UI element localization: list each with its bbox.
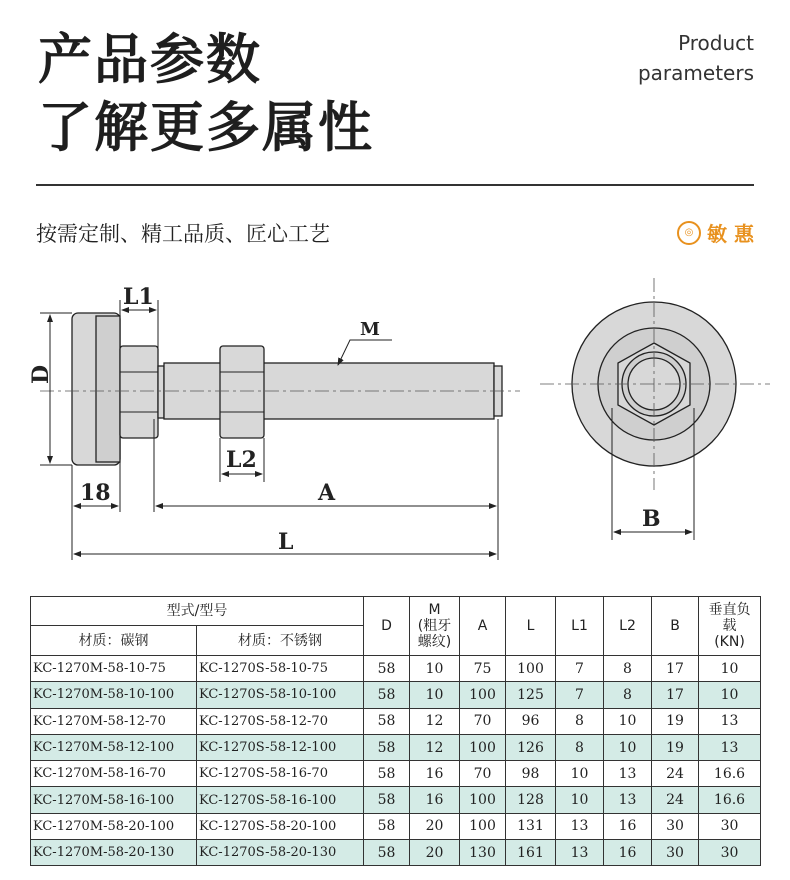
cell-a: 130 <box>460 840 506 866</box>
cell-d: 58 <box>364 682 410 708</box>
header-l2: L2 <box>604 597 652 656</box>
cell-stainless: KC-1270S-58-10-100 <box>197 682 364 708</box>
header-l: L <box>506 597 556 656</box>
cell-l1: 13 <box>556 840 604 866</box>
cell-stainless: KC-1270S-58-16-100 <box>197 787 364 813</box>
label-d: D <box>28 364 54 384</box>
cell-l2: 8 <box>604 682 652 708</box>
cell-carbon: KC-1270M-58-12-100 <box>31 734 197 760</box>
cell-load: 16.6 <box>699 787 761 813</box>
cell-l1: 8 <box>556 734 604 760</box>
header-stainless: 材质：不锈钢 <box>197 626 364 656</box>
header-carbon: 材质：碳钢 <box>31 626 197 656</box>
cell-a: 100 <box>460 682 506 708</box>
cell-stainless: KC-1270S-58-20-100 <box>197 813 364 839</box>
cell-m: 12 <box>410 708 460 734</box>
cell-m: 20 <box>410 813 460 839</box>
cell-m: 20 <box>410 840 460 866</box>
cell-d: 58 <box>364 708 410 734</box>
fixed-nut <box>120 346 158 438</box>
cell-b: 30 <box>652 813 699 839</box>
cell-l1: 10 <box>556 761 604 787</box>
cell-b: 24 <box>652 761 699 787</box>
header-l1: L1 <box>556 597 604 656</box>
table-row <box>31 761 761 787</box>
technical-drawing <box>0 270 790 570</box>
label-18: 18 <box>80 480 111 506</box>
cell-d: 58 <box>364 840 410 866</box>
cell-l: 100 <box>506 656 556 682</box>
header-load: 垂直负 载 (KN) <box>699 597 761 656</box>
cell-load: 16.6 <box>699 761 761 787</box>
cell-m: 10 <box>410 656 460 682</box>
cell-b: 17 <box>652 682 699 708</box>
label-l2: L2 <box>226 447 257 473</box>
cell-l2: 10 <box>604 708 652 734</box>
cell-carbon: KC-1270M-58-16-100 <box>31 787 197 813</box>
cell-l1: 7 <box>556 682 604 708</box>
label-a: A <box>318 480 336 506</box>
cell-l1: 8 <box>556 708 604 734</box>
cell-load: 30 <box>699 840 761 866</box>
cell-load: 13 <box>699 708 761 734</box>
table-row <box>31 682 761 708</box>
page-title-line2: 了解更多属性 <box>38 96 374 159</box>
cell-l1: 7 <box>556 656 604 682</box>
label-b: B <box>642 506 661 532</box>
cell-l2: 16 <box>604 840 652 866</box>
cell-m: 16 <box>410 787 460 813</box>
cell-b: 30 <box>652 840 699 866</box>
cell-l: 96 <box>506 708 556 734</box>
spec-table <box>30 596 761 866</box>
cell-load: 10 <box>699 656 761 682</box>
cell-a: 100 <box>460 787 506 813</box>
label-l1: L1 <box>123 284 154 310</box>
cell-b: 19 <box>652 734 699 760</box>
cell-carbon: KC-1270M-58-20-130 <box>31 840 197 866</box>
cell-l2: 13 <box>604 761 652 787</box>
cell-a: 70 <box>460 708 506 734</box>
brand <box>677 218 754 247</box>
cell-a: 100 <box>460 813 506 839</box>
cell-load: 13 <box>699 734 761 760</box>
cell-carbon: KC-1270M-58-12-70 <box>31 708 197 734</box>
subtitle: 按需定制、精工品质、匠心工艺 <box>36 222 330 246</box>
cell-m: 16 <box>410 761 460 787</box>
cell-load: 10 <box>699 682 761 708</box>
cell-l1: 13 <box>556 813 604 839</box>
cell-l: 161 <box>506 840 556 866</box>
header-m: M (粗牙 螺纹) <box>410 597 460 656</box>
cell-l2: 8 <box>604 656 652 682</box>
brand-name: 敏 惠 <box>707 222 754 246</box>
header-a: A <box>460 597 506 656</box>
cell-l: 98 <box>506 761 556 787</box>
table-row <box>31 840 761 866</box>
cell-l: 125 <box>506 682 556 708</box>
table-row <box>31 708 761 734</box>
table-row <box>31 734 761 760</box>
table-row <box>31 656 761 682</box>
cell-stainless: KC-1270S-58-12-100 <box>197 734 364 760</box>
cell-l: 126 <box>506 734 556 760</box>
cell-stainless: KC-1270S-58-12-70 <box>197 708 364 734</box>
header-d: D <box>364 597 410 656</box>
cell-l: 128 <box>506 787 556 813</box>
table-row <box>31 813 761 839</box>
cell-stainless: KC-1270S-58-16-70 <box>197 761 364 787</box>
cell-b: 24 <box>652 787 699 813</box>
cell-d: 58 <box>364 787 410 813</box>
header-divider <box>36 184 754 186</box>
cell-a: 70 <box>460 761 506 787</box>
wheel-rim <box>96 316 120 462</box>
lock-nut <box>220 346 264 438</box>
cell-l2: 16 <box>604 813 652 839</box>
cell-l2: 13 <box>604 787 652 813</box>
cell-stainless: KC-1270S-58-10-75 <box>197 656 364 682</box>
label-l: L <box>278 529 294 555</box>
cell-carbon: KC-1270M-58-20-100 <box>31 813 197 839</box>
cell-b: 19 <box>652 708 699 734</box>
cell-m: 12 <box>410 734 460 760</box>
cell-a: 75 <box>460 656 506 682</box>
cell-carbon: KC-1270M-58-10-100 <box>31 682 197 708</box>
minhui-logo-icon: ◎ <box>677 221 701 245</box>
table-row <box>31 787 761 813</box>
cell-b: 17 <box>652 656 699 682</box>
header-b: B <box>652 597 699 656</box>
english-title-line2: parameters <box>637 61 754 85</box>
cell-carbon: KC-1270M-58-16-70 <box>31 761 197 787</box>
cell-m: 10 <box>410 682 460 708</box>
header-model: 型式/型号 <box>31 597 364 626</box>
cell-l: 131 <box>506 813 556 839</box>
cell-d: 58 <box>364 813 410 839</box>
cell-d: 58 <box>364 734 410 760</box>
cell-a: 100 <box>460 734 506 760</box>
cell-load: 30 <box>699 813 761 839</box>
cell-stainless: KC-1270S-58-20-130 <box>197 840 364 866</box>
cell-d: 58 <box>364 761 410 787</box>
cell-carbon: KC-1270M-58-10-75 <box>31 656 197 682</box>
page-title-line1: 产品参数 <box>38 28 262 91</box>
cell-d: 58 <box>364 656 410 682</box>
cell-l2: 10 <box>604 734 652 760</box>
cell-l1: 10 <box>556 787 604 813</box>
label-m: M <box>360 319 380 340</box>
english-title-line1: Product <box>678 31 754 55</box>
